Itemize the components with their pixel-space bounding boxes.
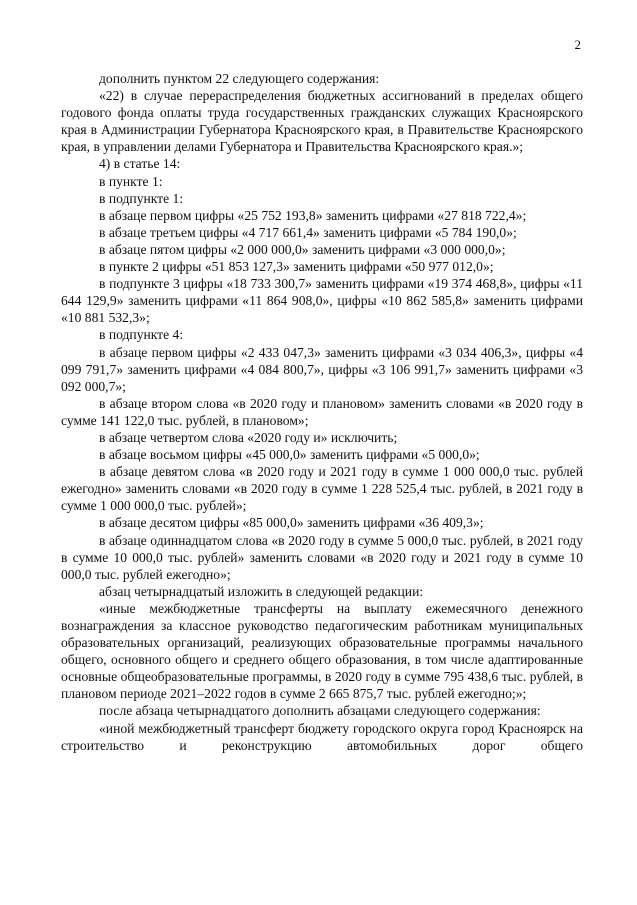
paragraph: в подпункте 1: <box>99 190 184 206</box>
paragraph: в абзаце десятом цифры «85 000,0» заменить цифрами «36 409,3»; <box>99 515 484 531</box>
paragraph: в абзаце пятом цифры «2 000 000,0» заменить цифрами «3 000 000,0»; <box>99 241 506 257</box>
paragraph: в абзаце первом цифры «2 433 047,3» заменить цифрами «3 034 406,3», цифры «4 099 791,7» заменить цифрами «4 084 800,7», цифры «3 106 991,7» заменить цифрами «3 092 000,7»; <box>61 344 583 394</box>
paragraph: в подпункте 4: <box>99 327 184 343</box>
paragraph: 4) в статье 14: <box>99 156 181 172</box>
paragraph: в абзаце девятом слова «в 2020 году и 2021 году в сумме 1 000 000,0 тыс. рублей ежегодно» заменить словами «в 2020 году в сумме 1 228 525,4 тыс. рублей, в 2021 году в сумме 1 000 000,0 тыс. рублей»; <box>61 464 583 514</box>
paragraph: в абзаце одиннадцатом слова «в 2020 году в сумме 5 000,0 тыс. рублей, в 2021 году в сумме 10 000,0 тыс. рублей» заменить словами «в 2020 году и 2021 году в сумме 10 000,0 тыс. рублей ежегодно»; <box>61 532 583 582</box>
paragraph: «22) в случае перераспределения бюджетных ассигнований в пределах общего годового фонда оплаты труда государственных гражданских служащих Красноярского края в Администрации Губернатора Красноярского края, в Правительстве Красноярского края, в управлении делами Губернатора и Правительства Красноярского края.»; <box>61 88 583 155</box>
paragraph: «иные межбюджетные трансферты на выплату ежемесячного денежного вознаграждения за классное руководство педагогическим работникам муниципальных образовательных организаций, реализующих образовательные программы начального общего, основного общего и среднего общего образования, в том числе адаптированные основные общеобразовательные программы, в 2020 году в сумме 795 438,6 тыс. рублей, в плановом периоде 2021–2022 годов в сумме 2 665 875,7 тыс. рублей ежегодно;»; <box>61 600 583 702</box>
paragraph: дополнить пунктом 22 следующего содержания: <box>99 71 380 86</box>
paragraph: в пункте 2 цифры «51 853 127,3» заменить цифрами «50 977 012,0»; <box>99 259 494 275</box>
paragraph: после абзаца четырнадцатого дополнить абзацами следующего содержания: <box>99 703 541 719</box>
paragraph: в абзаце втором слова «в 2020 году и плановом» заменить словами «в 2020 году в сумме 141 122,0 тыс. рублей, в плановом»; <box>61 395 583 428</box>
paragraph: в абзаце первом цифры «25 752 193,8» заменить цифрами «27 818 722,4»; <box>99 207 527 223</box>
paragraph: абзац четырнадцатый изложить в следующей редакции: <box>99 583 424 599</box>
paragraph: в абзаце восьмом цифры «45 000,0» заменить цифрами «5 000,0»; <box>99 447 480 463</box>
paragraph: в подпункте 3 цифры «18 733 300,7» заменить цифрами «19 374 468,8», цифры «11 644 129,9» заменить цифрами «11 864 908,0», цифры «10 862 585,8» заменить цифрами «10 881 532,3»; <box>61 276 583 326</box>
paragraph: в пункте 1: <box>99 173 163 189</box>
paragraph: в абзаце четвертом слова «2020 году и» исключить; <box>99 429 398 445</box>
document-body <box>61 70 583 754</box>
paragraph: «иной межбюджетный трансферт бюджету городского округа город Красноярск на строительство и реконструкцию автомобильных дорог общего <box>61 720 583 753</box>
paragraph: в абзаце третьем цифры «4 717 661,4» заменить цифрами «5 784 190,0»; <box>99 224 517 240</box>
page-number: 2 <box>574 37 581 52</box>
